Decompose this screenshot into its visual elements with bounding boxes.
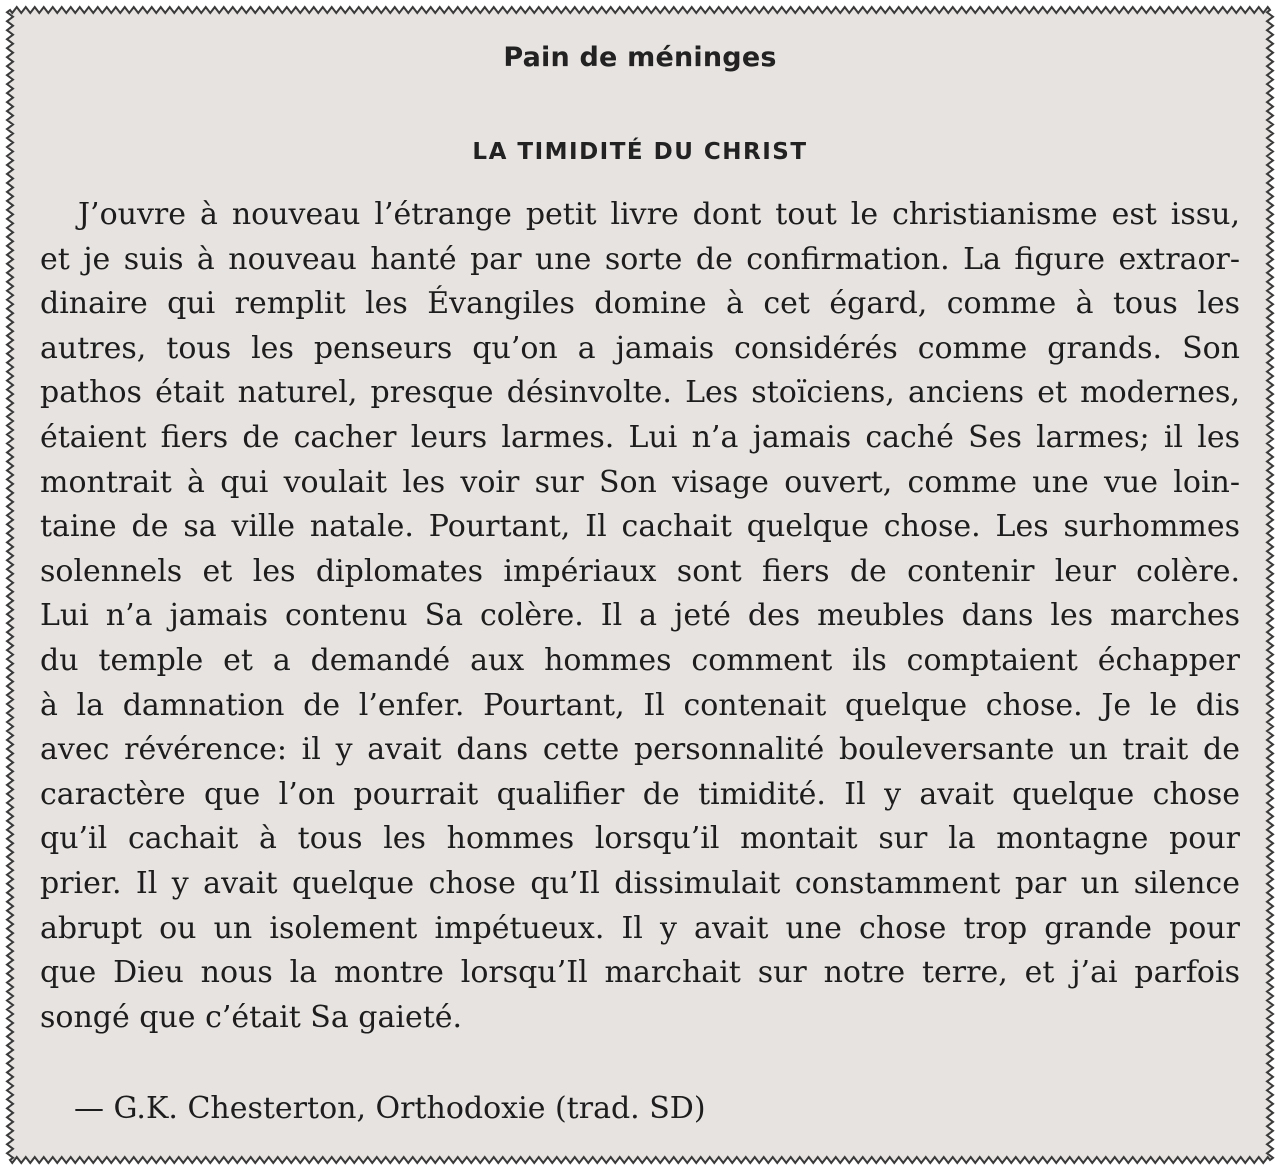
quote-line: du temple et a demandé aux hommes comment ils comptaient échapper xyxy=(40,642,1240,678)
quote-line: abrupt ou un isolement impétueux. Il y avait une chose trop grande pour xyxy=(40,910,1240,946)
quote-line: prier. Il y avait quelque chose qu’Il dissimulait constamment par un silence xyxy=(40,865,1240,901)
quote-line: montrait à qui voulait les voir sur Son visage ouvert, comme une vue loin- xyxy=(40,464,1240,500)
quote-attribution: — G.K. Chesterton, Orthodoxie (trad. SD) xyxy=(74,1091,706,1126)
quote-title: LA TIMIDITÉ DU CHRIST xyxy=(472,139,808,165)
quote-line: solennels et les diplomates impériaux sont fiers de contenir leur colère. xyxy=(40,553,1240,589)
quote-line: autres, tous les penseurs qu’on a jamais considérés comme grands. Son xyxy=(40,330,1240,366)
quote-line: taine de sa ville natale. Pourtant, Il cachait quelque chose. Les surhommes xyxy=(40,509,1240,545)
quote-card xyxy=(40,0,1240,1170)
quote-line: qu’il cachait à tous les hommes lorsqu’il montait sur la montagne pour xyxy=(40,821,1240,857)
quote-line: songé que c’était Sa gaieté. xyxy=(40,999,463,1035)
quote-line: étaient fiers de cacher leurs larmes. Lui n’a jamais caché Ses larmes; il les xyxy=(40,419,1240,455)
quote-line: Lui n’a jamais contenu Sa colère. Il a jeté des meubles dans les marches xyxy=(40,598,1240,634)
quote-line: et je suis à nouveau hanté par une sorte de confirmation. La figure extraor- xyxy=(40,241,1240,277)
section-header: Pain de méninges xyxy=(503,42,777,73)
quote-line: que Dieu nous la montre lorsqu’Il marchait sur notre terre, et j’ai parfois xyxy=(40,955,1240,991)
quote-line: à la damnation de l’enfer. Pourtant, Il contenait quelque chose. Je le dis xyxy=(40,687,1240,723)
quote-line: J’ouvre à nouveau l’étrange petit livre dont tout le christianisme est issu, xyxy=(78,197,1240,232)
quote-line: caractère que l’on pourrait qualifier de timidité. Il y avait quelque chose xyxy=(40,776,1240,812)
quote-line: pathos était naturel, presque désinvolte. Les stoïciens, anciens et modernes, xyxy=(40,375,1240,411)
quote-line: avec révérence: il y avait dans cette personnalité bouleversante un trait de xyxy=(40,732,1240,768)
quote-body xyxy=(40,193,1240,1040)
quote-line: dinaire qui remplit les Évangiles domine à cet égard, comme à tous les xyxy=(40,286,1240,322)
